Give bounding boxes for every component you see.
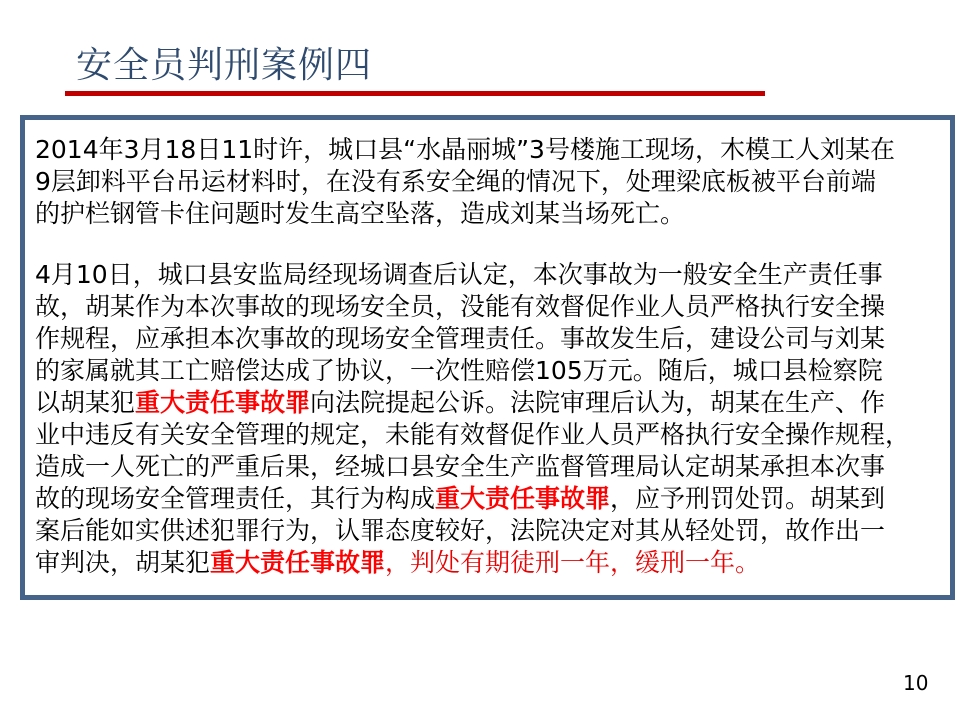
- text-line: [35, 134, 950, 166]
- text-line: [35, 166, 950, 198]
- text-segment: 审判决，胡某犯: [35, 548, 211, 577]
- text-segment: 以胡某犯: [35, 388, 136, 417]
- text-segment: 的护栏钢管卡住问题时发生高空坠落，造成刘某当场死亡。: [35, 199, 686, 228]
- case-text-box: [20, 115, 955, 600]
- text-line: [35, 547, 950, 579]
- highlighted-sentence: ，判处有期徒刑一年，缓刑一年。: [385, 548, 761, 577]
- text-segment: 9层卸料平台吊运材料时，在没有系安全绳的情况下，处理梁底板被平台前端: [35, 167, 876, 196]
- text-line: [35, 419, 950, 451]
- text-line: [35, 515, 950, 547]
- text-segment: 的家属就其工亡赔偿达成了协议，一次性赔偿105万元。随后，城口县检察院: [35, 356, 883, 385]
- text-segment: 故的现场安全管理责任，其行为构成: [35, 484, 436, 513]
- highlighted-charge: 重大责任事故罪: [435, 484, 611, 513]
- highlighted-charge: 重大责任事故罪: [135, 388, 311, 417]
- text-segment: 向法院提起公诉。法院审理后认为，胡某在生产、作: [310, 388, 886, 417]
- text-segment: 故，胡某作为本次事故的现场安全员，没能有效督促作业人员严格执行安全操: [35, 292, 886, 321]
- text-line: [35, 355, 950, 387]
- text-segment: 2014年3月18日11时许，城口县“水晶丽城”3号楼施工现场，木模工人刘某在: [35, 135, 895, 164]
- text-segment: 案后能如实供述犯罪行为，认罪态度较好，法院决定对其从轻处罚，故作出一: [35, 516, 886, 545]
- text-line: [35, 451, 950, 483]
- text-segment: 业中违反有关安全管理的规定，未能有效督促作业人员严格执行安全操作规程，: [35, 420, 911, 449]
- text-segment: 造成一人死亡的严重后果，经城口县安全生产监督管理局认定胡某承担本次事: [35, 452, 886, 481]
- highlighted-charge: 重大责任事故罪: [210, 548, 386, 577]
- title-underline: [65, 91, 765, 96]
- text-line: [35, 198, 950, 230]
- text-segment: 作规程，应承担本次事故的现场安全管理责任。事故发生后，建设公司与刘某: [35, 324, 886, 353]
- text-line: [35, 323, 950, 355]
- paragraph-incident: [35, 134, 950, 230]
- text-line: [35, 387, 950, 419]
- text-segment: ，应予刑罚处罚。胡某到: [610, 484, 886, 513]
- text-line: [35, 483, 950, 515]
- text-line: [35, 291, 950, 323]
- paragraph-judgment: [35, 259, 950, 579]
- text-line: [35, 259, 950, 291]
- text-segment: 4月10日，城口县安监局经现场调查后认定，本次事故为一般安全生产责任事: [35, 260, 883, 289]
- slide-title: 安全员判刑案例四: [76, 45, 373, 86]
- page-number: 10: [903, 671, 929, 695]
